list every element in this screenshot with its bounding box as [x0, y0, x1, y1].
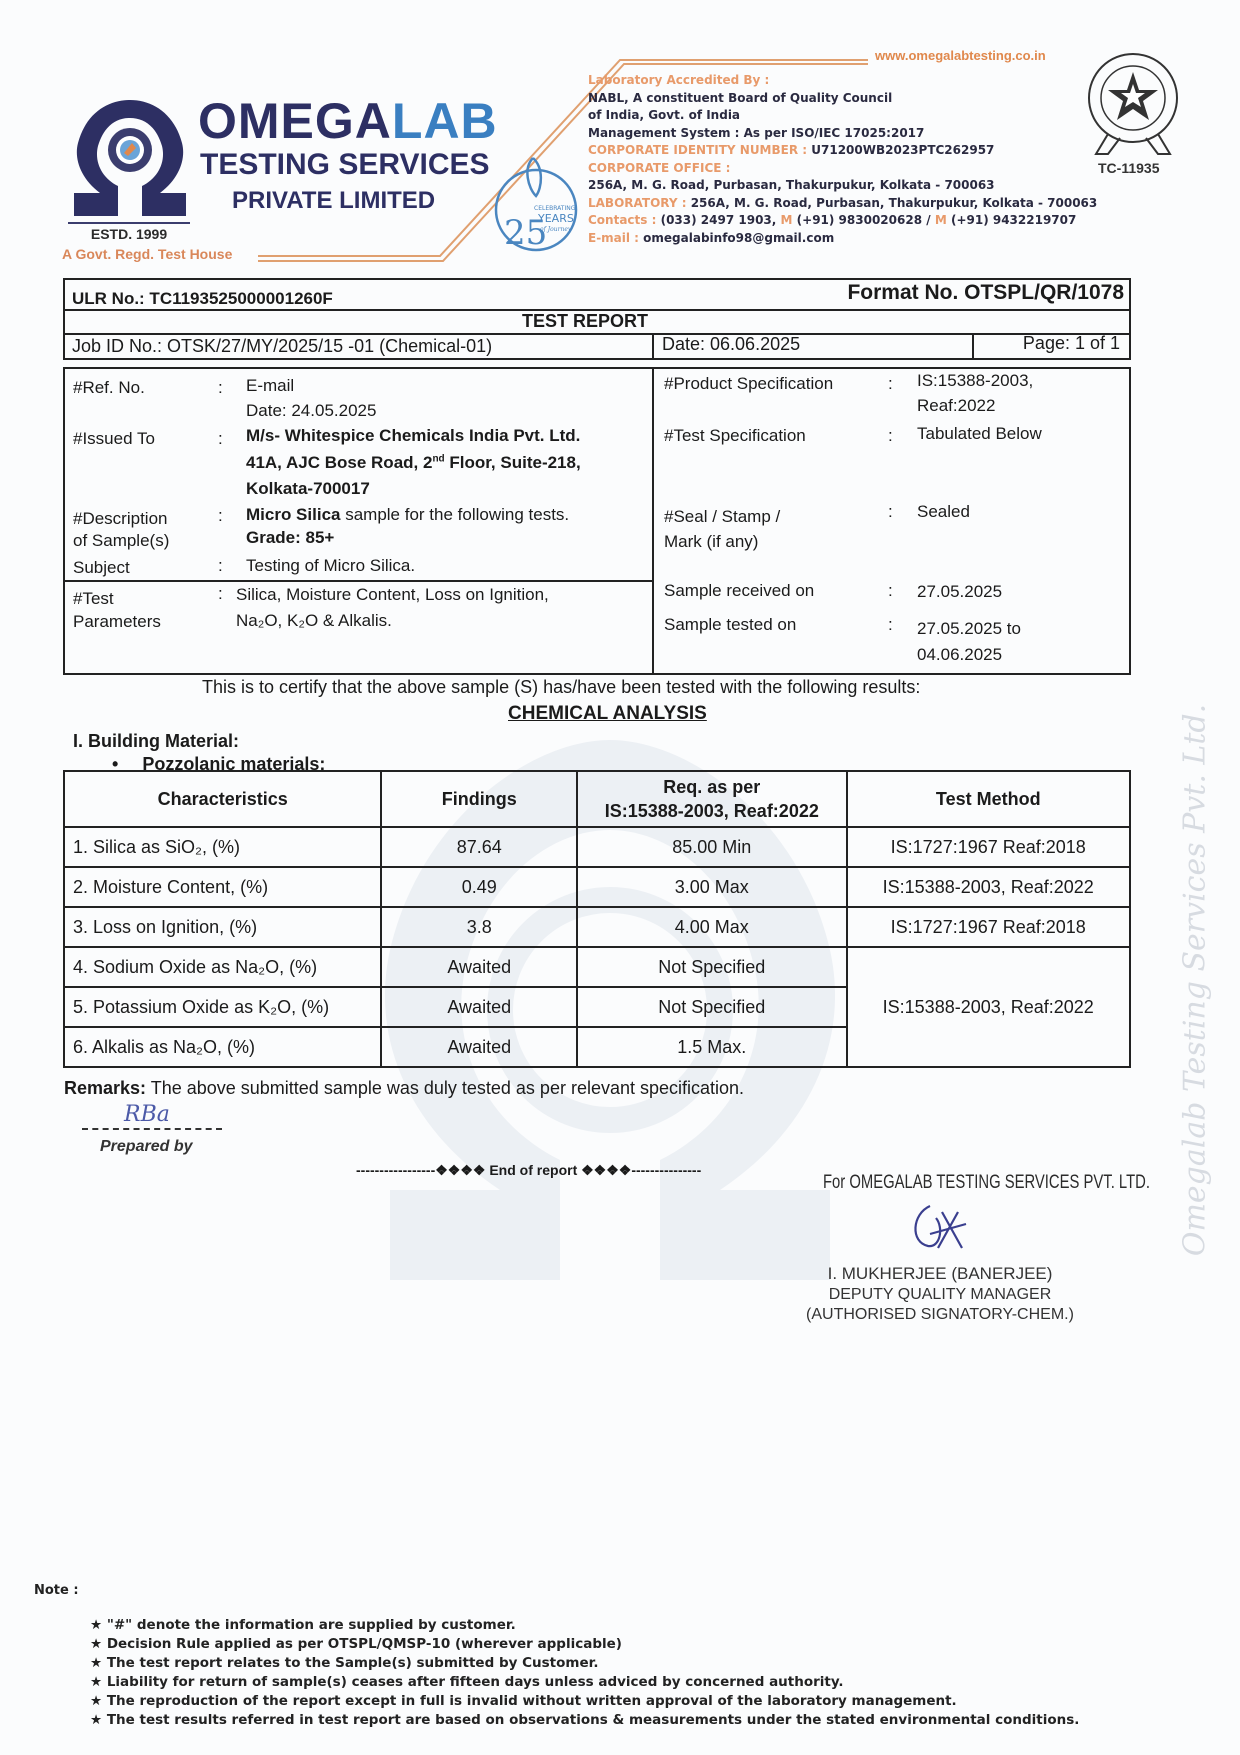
table-row: 1. Silica as SiO₂, (%) 87.64 85.00 Min IS:1727:1967 Reaf:2018	[64, 827, 1130, 867]
notes-title: Note :	[34, 1583, 79, 1598]
test-parameters-value: Silica, Moisture Content, Loss on Ignition, Na₂O, K₂O & Alkalis.	[236, 585, 549, 630]
star-bullet-icon: ★	[90, 1617, 107, 1633]
certify-statement: This is to certify that the above sample (S) has/have been tested with the following results:	[202, 677, 921, 697]
signatory-designation: DEPUTY QUALITY MANAGER	[828, 1286, 1052, 1303]
description-value: Micro Silica sample for the following tests.	[246, 505, 570, 524]
note-item: ★ Liability for return of sample(s) ceases after fifteen days unless adviced by concerned authority.	[90, 1674, 844, 1690]
table-row: 6. Alkalis as Na₂O, (%) Awaited 1.5 Max.	[64, 1027, 1130, 1067]
subject-label: Subject	[73, 558, 130, 577]
test-spec-label: #Test Specification	[664, 426, 806, 445]
25-years-badge-icon	[478, 148, 588, 258]
signatory-name: I. MUKHERJEE (BANERJEE)	[827, 1264, 1053, 1283]
issued-to-label: #Issued To	[73, 429, 155, 448]
seal-value: Sealed	[917, 502, 970, 521]
star-bullet-icon: ★	[90, 1693, 107, 1709]
signatory-role: (AUTHORISED SIGNATORY-CHEM.)	[806, 1306, 1074, 1323]
table-header-row	[64, 771, 1130, 827]
header-test-method: Test Method	[847, 771, 1131, 827]
table-row: 3. Loss on Ignition, (%) 3.8 4.00 Max IS:1727:1967 Reaf:2018	[64, 907, 1130, 947]
section-title: CHEMICAL ANALYSIS	[508, 703, 707, 724]
remarks: Remarks: The above submitted sample was duly tested as per relevant specification.	[64, 1078, 745, 1098]
sample-tested-label: Sample tested on	[664, 615, 797, 634]
badge-text-3: of Journey	[540, 226, 572, 233]
issued-to-company: M/s- Whitespice Chemicals India Pvt. Ltd.	[246, 426, 581, 445]
badge-text-1: CELEBRATING	[534, 205, 576, 212]
note-item: ★ The reproduction of the report except in full is invalid without written approval of the laboratory management.	[90, 1693, 957, 1709]
website-link[interactable]: www.omegalabtesting.co.in	[875, 48, 1046, 63]
notes-section	[34, 1583, 1079, 1730]
brand-line-3: PRIVATE LIMITED	[232, 187, 436, 214]
ref-no-value: E-mail	[246, 376, 295, 395]
subject-value: Testing of Micro Silica.	[246, 556, 416, 575]
sample-grade: Grade: 85+	[246, 528, 335, 547]
table-row: 2. Moisture Content, (%) 0.49 3.00 Max IS:15388-2003, Reaf:2022	[64, 867, 1130, 907]
report-title: TEST REPORT	[522, 311, 649, 331]
omegalab-logo-icon	[70, 98, 190, 218]
star-bullet-icon: ★	[90, 1712, 107, 1728]
sample-received-value: 27.05.2025	[917, 582, 1003, 601]
brand-line-2: TESTING SERVICES	[200, 148, 490, 181]
ulr-number: ULR No.: TC1193525000001260F	[72, 289, 333, 308]
results-table	[63, 770, 1131, 1068]
badge-number: 25	[504, 213, 548, 253]
category-heading: I. Building Material:	[73, 731, 240, 751]
header-characteristics: Characteristics	[64, 771, 381, 827]
signatory-block	[790, 1172, 1150, 1324]
header-requirement: Req. as per IS:15388-2003, Reaf:2022	[577, 771, 846, 827]
ref-date: Date: 24.05.2025	[246, 401, 377, 420]
side-watermark: Omegalab Testing Services Pvt. Ltd.	[1177, 703, 1213, 1257]
note-item: ★ The test report relates to the Sample(s) submitted by Customer.	[90, 1655, 599, 1671]
sample-tested-value: 27.05.2025 to 04.06.2025	[917, 619, 1021, 664]
format-number: Format No. OTSPL/QR/1078	[847, 281, 1124, 304]
star-bullet-icon: ★	[90, 1636, 107, 1652]
issued-to-address: 41A, AJC Bose Road, 2nd Floor, Suite-218,	[246, 453, 581, 472]
page-number: Page: 1 of 1	[1022, 333, 1120, 353]
seal-label: #Seal / Stamp / Mark (if any)	[664, 507, 781, 551]
issued-to-city: Kolkata-700017	[246, 479, 370, 498]
prepared-by-signature: RBa	[124, 1102, 170, 1127]
note-item: ★ "#" denote the information are supplied by customer.	[90, 1617, 516, 1633]
bullet-icon: •	[112, 754, 119, 774]
star-bullet-icon: ★	[90, 1655, 107, 1671]
established-year: ESTD. 1999	[68, 222, 190, 242]
badge-text-2: YEARS	[538, 212, 574, 225]
subcategory-heading: • Pozzolanic materials:	[112, 754, 326, 774]
email-link[interactable]: omegalabinfo98@gmail.com	[643, 230, 835, 245]
star-bullet-icon: ★	[90, 1674, 107, 1690]
report-date: Date: 06.06.2025	[662, 334, 801, 354]
note-item: ★ Decision Rule applied as per OTSPL/QMSP-10 (wherever applicable)	[90, 1636, 622, 1652]
ref-no-label: #Ref. No.	[73, 378, 145, 397]
note-item: ★ The test results referred in test report are based on observations & measurements under the stated environmental conditions.	[90, 1712, 1080, 1728]
authorised-signature	[900, 1198, 980, 1260]
signatory-company: For OMEGALAB TESTING SERVICES PVT. LTD.	[823, 1172, 1150, 1193]
description-label: #Description of Sample(s)	[73, 509, 170, 550]
brand-name: OMEGALAB	[198, 93, 498, 149]
table-row: 4. Sodium Oxide as Na₂O, (%) Awaited Not Specified IS:15388-2003, Reaf:2022	[64, 947, 1130, 987]
sample-received-label: Sample received on	[664, 581, 815, 600]
nabl-tc-number: TC-11935	[1098, 160, 1160, 176]
end-of-report: -----------------❖❖❖❖ End of report ❖❖❖❖---------------	[356, 1162, 702, 1178]
govt-regd-label: A Govt. Regd. Test House	[62, 246, 233, 262]
test-parameters-label: #Test Parameters	[73, 589, 161, 631]
test-spec-value: Tabulated Below	[917, 424, 1042, 443]
nabl-accreditation-seal-icon	[1078, 48, 1188, 158]
job-id: Job ID No.: OTSK/27/MY/2025/15 -01 (Chemical-01)	[72, 336, 493, 356]
accreditation-block: Laboratory Accredited By : NABL, A constituent Board of Quality Council of India, Govt. of India Management System : As per ISO/IEC 17025:2017 CORPORATE IDENTITY NUMBER : U71200WB2023PTC262957 CORPORATE OFFICE : 256A, M. G. Road, Purbasan, Thakurpukur, Kolkata - 700063 LABORATORY : 256A, M. G. Road, Purbasan, Thakurpukur, Kolkata - 700063 Contacts : (033) 2497 1903, M (+91) 9830020628 / M (+91) 9432219707 E-mail : omegalabinfo98@gmail.com	[588, 73, 1098, 245]
header-findings: Findings	[381, 771, 577, 827]
table-row: 5. Potassium Oxide as K₂O, (%) Awaited Not Specified	[64, 987, 1130, 1027]
prepared-by-label: Prepared by	[100, 1138, 193, 1155]
product-spec-value: IS:15388-2003, Reaf:2022	[917, 371, 1034, 415]
product-spec-label: #Product Specification	[664, 374, 834, 393]
